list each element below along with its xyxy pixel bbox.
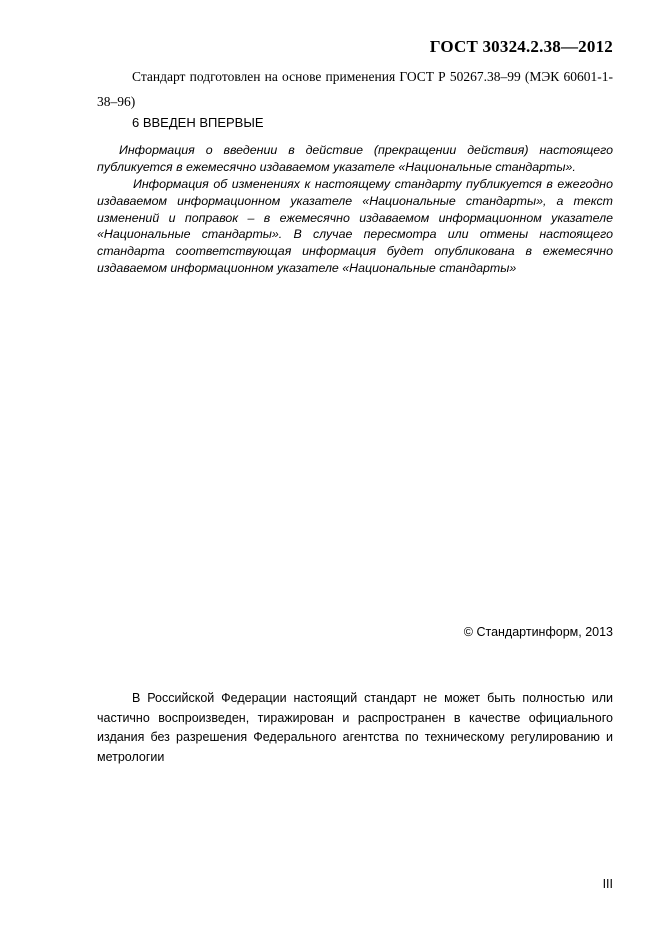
reproduction-rights-paragraph: В Российской Федерации настоящий стандарт не может быть полностью или частично воспроизведен, тиражирован и распространен в качестве официального издания без разрешения Федерального агентства по техническому регулированию и метрологии <box>97 691 613 764</box>
page-number: III <box>602 877 613 891</box>
copyright-notice: © Стандартинформ, 2013 <box>463 625 613 639</box>
introduced-first-time-heading: 6 ВВЕДЕН ВПЕРВЫЕ <box>132 115 264 130</box>
info-changes-paragraph: Информация об изменениях к настоящему стандарту публикуется в ежегодно издаваемом информационном указателе «Национальные стандарты», а текст изменений и поправок – в ежемесячно издаваемом информационном указателе «Национальные стандарты». В случае пересмотра или отмены настоящего стандарта соответствующая информация будет опубликована в ежемесячно издаваемом информационном указателе «Национальные стандарты» <box>97 177 613 275</box>
document-code-header: ГОСТ 30324.2.38—2012 <box>429 37 613 56</box>
prepared-basis-paragraph: Стандарт подготовлен на основе применения ГОСТ Р 50267.38–99 (МЭК 60601-1-38–96) <box>97 69 613 109</box>
info-enactment-paragraph: Информация о введении в действие (прекращении действия) настоящего публикуется в ежемесячно издаваемом указателе «Национальные стандарты». <box>97 143 613 174</box>
